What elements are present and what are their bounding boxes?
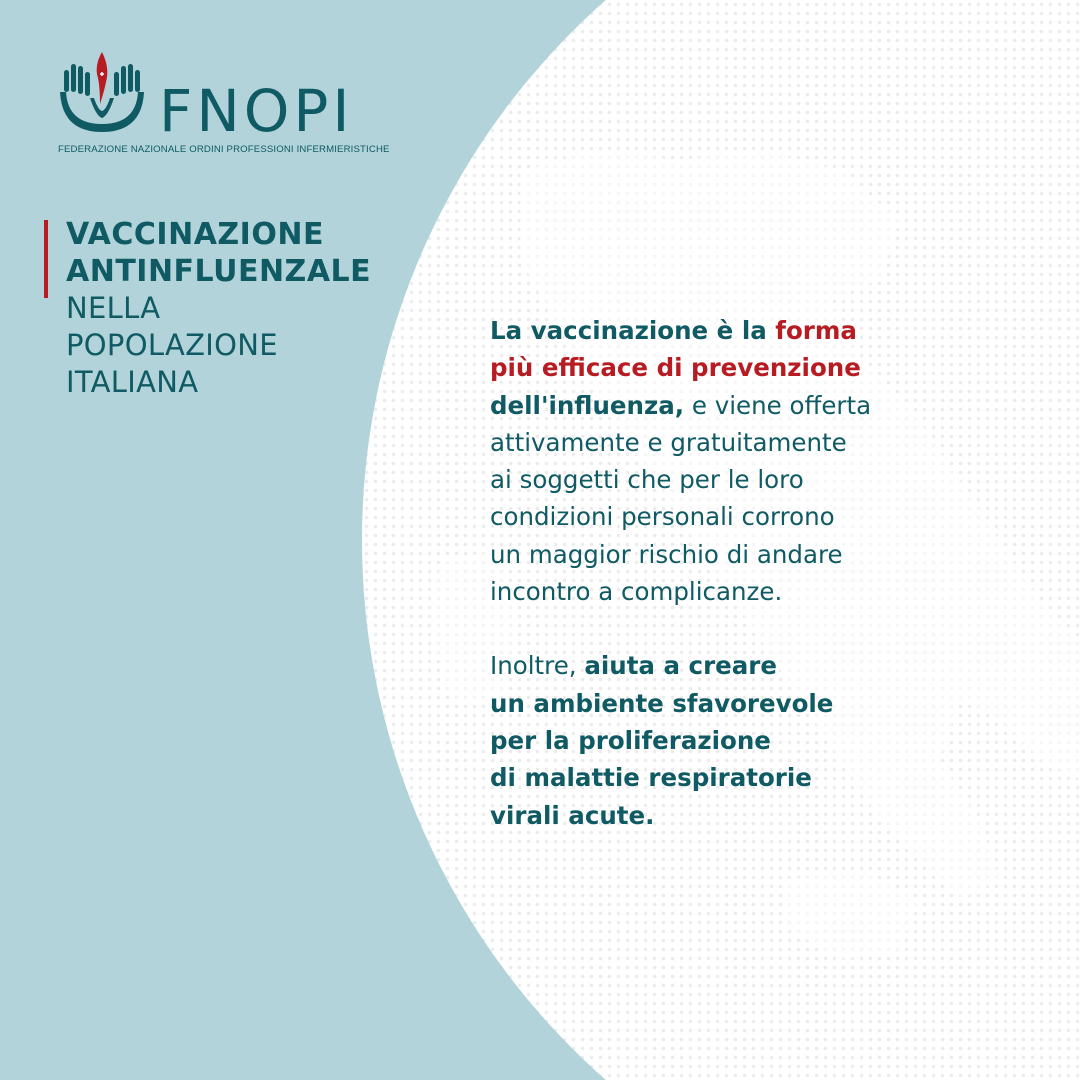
paragraph-1-line-5: ai soggetti che per le loro	[490, 465, 804, 495]
p2-span-inoltre: Inoltre,	[490, 651, 585, 681]
paragraph-1-line-2	[490, 349, 1050, 386]
paragraph-2-line-2: un ambiente sfavorevole	[490, 688, 834, 718]
paragraph-1-line-3	[490, 387, 1050, 424]
paragraph-2-line-1	[490, 647, 1050, 684]
paragraph-1-line-8: incontro a complicanze.	[490, 577, 783, 607]
fnopi-logo	[56, 48, 390, 160]
p1-span-offerta: e viene offerta	[684, 390, 872, 420]
title-line-3: NELLA	[66, 291, 161, 325]
body-text	[490, 312, 1050, 834]
paragraph-1-line-6: condizioni personali corrono	[490, 502, 835, 532]
title-accent-bar	[44, 220, 48, 298]
p1-span-influenza: dell'influenza,	[490, 390, 685, 420]
title-line-4: POPOLAZIONE	[66, 328, 278, 362]
p1-span-1: La vaccinazione è la	[490, 316, 776, 345]
p1-span-efficace: più efficace di prevenzione	[490, 353, 861, 383]
paragraph-2-line-5: virali acute.	[490, 800, 655, 830]
title-line-2: ANTINFLUENZALE	[66, 254, 372, 289]
hands-flame-icon	[56, 48, 148, 140]
p2-span-aiuta: aiuta a creare	[584, 651, 778, 681]
title-block	[44, 216, 371, 401]
logo-subtitle: FEDERAZIONE NAZIONALE ORDINI PROFESSIONI INFERMIERISTICHE	[58, 144, 390, 155]
paragraph-2-line-4: di malattie respiratorie	[490, 763, 812, 793]
title-line-5: ITALIANA	[66, 365, 199, 399]
p1-span-forma: forma	[775, 316, 857, 345]
paragraph-1-line-1	[490, 312, 1050, 349]
title-line-1: VACCINAZIONE	[66, 217, 324, 252]
logo-wordmark: FNOPI	[159, 77, 354, 145]
paragraph-1-line-7: un maggior rischio di andare	[490, 539, 843, 569]
paragraph-1-line-4: attivamente e gratuitamente	[490, 427, 847, 457]
paragraph-2-line-3: per la proliferazione	[490, 725, 771, 755]
